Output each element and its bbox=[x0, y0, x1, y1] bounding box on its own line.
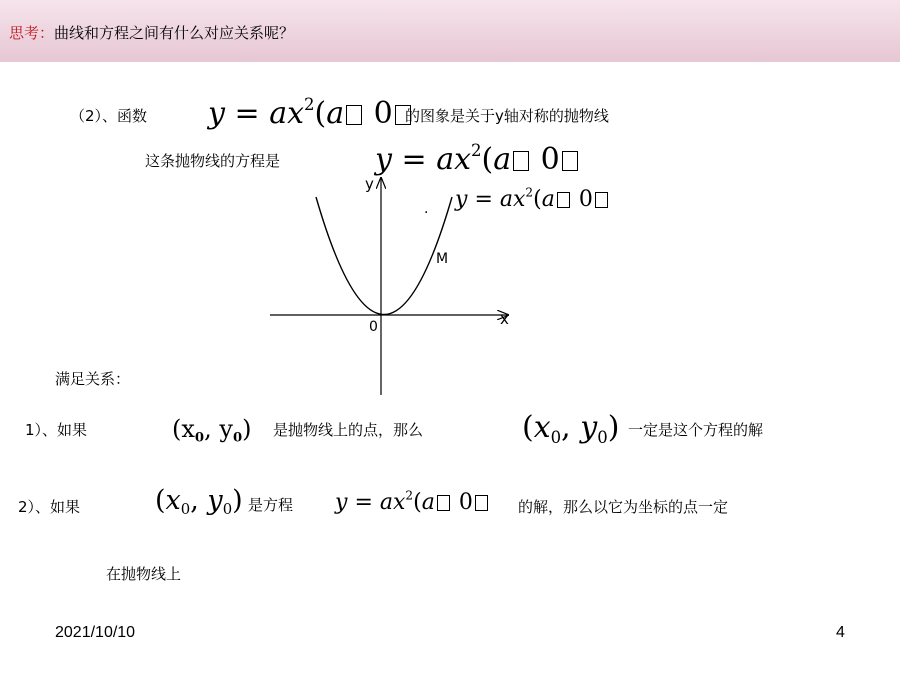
formula-a: a bbox=[499, 187, 513, 212]
equation-intro: 这条抛物线的方程是 bbox=[145, 152, 281, 170]
coord-x-sub: 0 bbox=[194, 430, 205, 446]
formula-paren: ( bbox=[413, 490, 422, 515]
coord-y: y bbox=[580, 410, 598, 445]
paren-close: ) bbox=[607, 410, 620, 445]
coord-x: x bbox=[165, 485, 181, 516]
cond1-point-serif bbox=[172, 415, 252, 446]
formula-a2: a bbox=[326, 96, 345, 131]
formula-zero: 0 bbox=[540, 142, 560, 177]
formula-paren: ( bbox=[533, 187, 542, 212]
coord-x: x bbox=[533, 410, 551, 445]
cond2-suffix: 的解，那么以它为坐标的点一定 bbox=[518, 498, 729, 516]
item2-prefix: （2）、函数 bbox=[70, 107, 148, 125]
formula-a: a bbox=[436, 142, 455, 177]
coord-x-sub: 0 bbox=[550, 427, 562, 447]
cond1-prefix: 1）、如果 bbox=[25, 421, 88, 439]
paren-close: ) bbox=[242, 415, 252, 443]
point-m-label: M bbox=[436, 251, 449, 267]
formula-eq: = bbox=[401, 142, 427, 177]
coord-y-sub: 0 bbox=[597, 427, 608, 447]
comma: , bbox=[190, 485, 199, 516]
coord-y: y bbox=[207, 485, 223, 516]
y-axis-label: y bbox=[365, 175, 374, 193]
comma: , bbox=[561, 410, 571, 445]
placeholder-box bbox=[557, 192, 570, 208]
satisfy-label: 满足关系： bbox=[55, 370, 131, 388]
paren-open: ( bbox=[155, 485, 166, 516]
placeholder-box bbox=[595, 192, 608, 208]
footer-date: 2021/10/10 bbox=[55, 624, 136, 641]
coord-y: y bbox=[219, 415, 233, 443]
cond1-point-italic bbox=[522, 410, 619, 445]
formula-y: y bbox=[455, 187, 468, 212]
formula-y: y bbox=[375, 142, 392, 177]
header-label: 思考： bbox=[9, 24, 55, 42]
formula-a2: a bbox=[493, 142, 512, 177]
item2-suffix: 的图象是关于y轴对称的抛物线 bbox=[405, 107, 609, 125]
cond2-formula bbox=[335, 490, 490, 515]
point-dot: . bbox=[424, 201, 429, 217]
header-text: 曲线和方程之间有什么对应关系呢？ bbox=[54, 24, 295, 42]
formula-zero: 0 bbox=[373, 96, 393, 131]
placeholder-box bbox=[437, 495, 450, 511]
paren-open: ( bbox=[172, 415, 182, 443]
cond2-line2: 在抛物线上 bbox=[106, 565, 182, 583]
formula-a2: a bbox=[541, 187, 555, 212]
formula-exp: 2 bbox=[304, 94, 315, 114]
cond2-prefix: 2）、如果 bbox=[18, 498, 81, 516]
page-number: 4 bbox=[836, 624, 845, 641]
formula-eq: = bbox=[234, 96, 260, 131]
cond2-point bbox=[155, 485, 243, 519]
formula-x: x bbox=[287, 96, 304, 131]
paren-open: ( bbox=[522, 410, 534, 445]
cond1-suffix: 一定是这个方程的解 bbox=[628, 421, 764, 439]
formula-exp: 2 bbox=[471, 140, 482, 160]
coord-x: x bbox=[181, 415, 195, 443]
origin-label: 0 bbox=[369, 319, 378, 335]
x-axis-label: x bbox=[500, 310, 509, 328]
formula-exp: 2 bbox=[405, 488, 414, 503]
formula-y: y bbox=[208, 96, 225, 131]
formula-zero: 0 bbox=[578, 187, 593, 212]
formula-x: x bbox=[454, 142, 471, 177]
paren-close: ) bbox=[232, 485, 243, 516]
formula-paren: ( bbox=[481, 142, 494, 177]
formula-eq: = bbox=[474, 187, 493, 212]
formula-paren: ( bbox=[314, 96, 327, 131]
cond2-middle: 是方程 bbox=[248, 496, 294, 514]
coord-y-sub: 0 bbox=[232, 430, 243, 446]
formula-x: x bbox=[513, 187, 526, 212]
formula-a: a bbox=[379, 490, 393, 515]
formula-a: a bbox=[269, 96, 288, 131]
formula-y: y bbox=[335, 490, 348, 515]
formula-a2: a bbox=[421, 490, 435, 515]
comma: , bbox=[204, 415, 212, 443]
coord-x-sub: 0 bbox=[180, 500, 191, 519]
formula-exp: 2 bbox=[525, 185, 534, 200]
curve-formula bbox=[455, 187, 610, 212]
formula-x: x bbox=[393, 490, 406, 515]
cond1-middle: 是抛物线上的点，那么 bbox=[273, 421, 424, 439]
placeholder-box bbox=[475, 495, 488, 511]
formula-eq: = bbox=[354, 490, 373, 515]
parabola-curve bbox=[316, 197, 452, 315]
formula-zero: 0 bbox=[458, 490, 473, 515]
coord-y-sub: 0 bbox=[222, 500, 233, 519]
